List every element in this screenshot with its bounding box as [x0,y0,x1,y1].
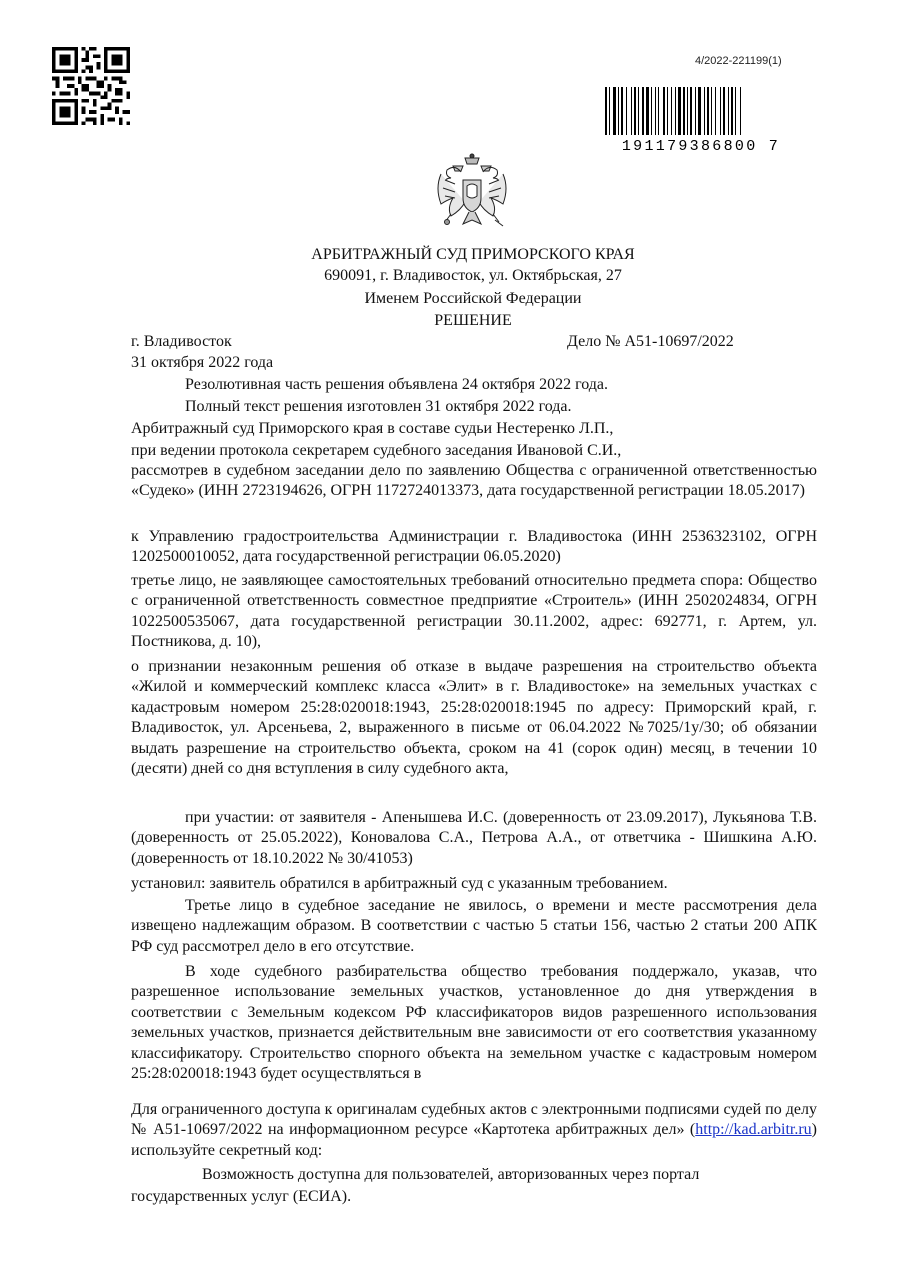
access-note [131,1100,817,1161]
full-text-note: Полный текст решения изготовлен 31 октября 2022 года. [185,398,572,415]
secretary-line: при ведении протокола секретарем судебного заседания Ивановой С.И., [131,442,622,459]
decision-date: 31 октября 2022 года [131,354,274,371]
qr-code [52,47,130,125]
third-party-absent-paragraph: Третье лицо в судебное заседание не явилось, о времени и месте рассмотрения дела извещено надлежащим образом. В соответствии с частью 5 статьи 156, частью 2 статьи 200 АПК РФ суд рассмотрел дело в его отсутствие. [131,897,817,955]
barcode [603,85,799,153]
established-line: установил: заявитель обратился в арбитражный суд с указанным требованием. [131,875,668,892]
esia-note-line2: государственных услуг (ЕСИА). [131,1188,352,1205]
proceedings-paragraph: В ходе судебного разбирательства общество требования поддержало, указав, что разрешенное использование земельных участков, установленное до дня утверждения в соответствии с Земельным кодексом РФ классификаторов видов разрешенного использования земельных участков, признается действительным вне зависимости от его соответствия указанному классификатору. Строительство спорного объекта на земельном участке с кадастровым номером 25:28:020018:1943 будет осуществляться в [131,963,817,1083]
document-type: РЕШЕНИЕ [434,312,512,329]
document-code: 4/2022-221199(1) [695,55,782,67]
case-number: Дело № А51-10697/2022 [567,333,734,350]
access-note-tail: ) используйте секретный код: [131,1121,817,1159]
court-name: АРБИТРАЖНЫЙ СУД ПРИМОРСКОГО КРАЯ [311,246,635,263]
third-party-paragraph: третье лицо, не заявляющее самостоятельных требований относительно предмета спора: Общество с ограниченной ответственность совместное предприятие «Строитель» (ИНН 2502024834, ОГРН 1022500535067, дата государственной регистрации 30.11.2002, адрес: 692771, г. Артем, ул. Постникова, д. 10), [131,572,817,651]
judge-line: Арбитражный суд Приморского края в составе судьи Нестеренко Л.П., [131,420,614,437]
city: г. Владивосток [131,333,232,350]
applicant-paragraph: рассмотрев в судебном заседании дело по заявлению Общества с ограниченной ответственностью «Судеко» (ИНН 2723194626, ОГРН 1172724013373, дата государственной регистрации 18.05.2017) [131,462,817,500]
esia-note-line1: Возможность доступна для пользователей, авторизованных через портал [202,1166,700,1183]
coat-of-arms-emblem [431,152,513,236]
barcode-digits: 191179386800 7 [621,138,781,153]
kad-link[interactable]: http://kad.arbitr.ru [695,1121,812,1139]
participants-paragraph: при участии: от заявителя - Апенышева И.С. (доверенность от 23.09.2017), Лукьянова Т.В. (доверенность от 25.05.2022), Коновалова С.А., Петрова А.А., от ответчика - Шишкина А.Ю. (доверенность от 18.10.2022 № 30/41053) [131,809,817,867]
operative-part-note: Резолютивная часть решения объявлена 24 октября 2022 года. [185,376,609,393]
respondent-paragraph: к Управлению градостроительства Администрации г. Владивостока (ИНН 2536323102, ОГРН 1202500010052, дата государственной регистрации 06.05.2020) [131,528,817,566]
access-note-text: Для ограниченного доступа к оригиналам судебных актов с электронными подписями судей по делу № А51-10697/2022 на информационном ресурсе «Картотека арбитражных дел» ( [131,1101,817,1139]
in-name-line: Именем Российской Федерации [364,290,582,307]
court-address: 690091, г. Владивосток, ул. Октябрьская, 27 [324,267,622,284]
claim-paragraph: о признании незаконным решения об отказе в выдаче разрешения на строительство объекта «Жилой и коммерческий комплекс класса «Элит» в г. Владивостоке» на земельных участках с кадастровым номером 25:28:020018:1943, 25:28:020018:1945 по адресу: Приморский край, г. Владивосток, ул. Арсеньева, 2, выраженного в письме от 06.04.2022 №7025/1у/30; об обязании выдать разрешение на строительство объекта, сроком на 41 (сорок один) месяц, в течении 10 (десяти) дней со дня вступления в силу судебного акта, [131,658,817,778]
